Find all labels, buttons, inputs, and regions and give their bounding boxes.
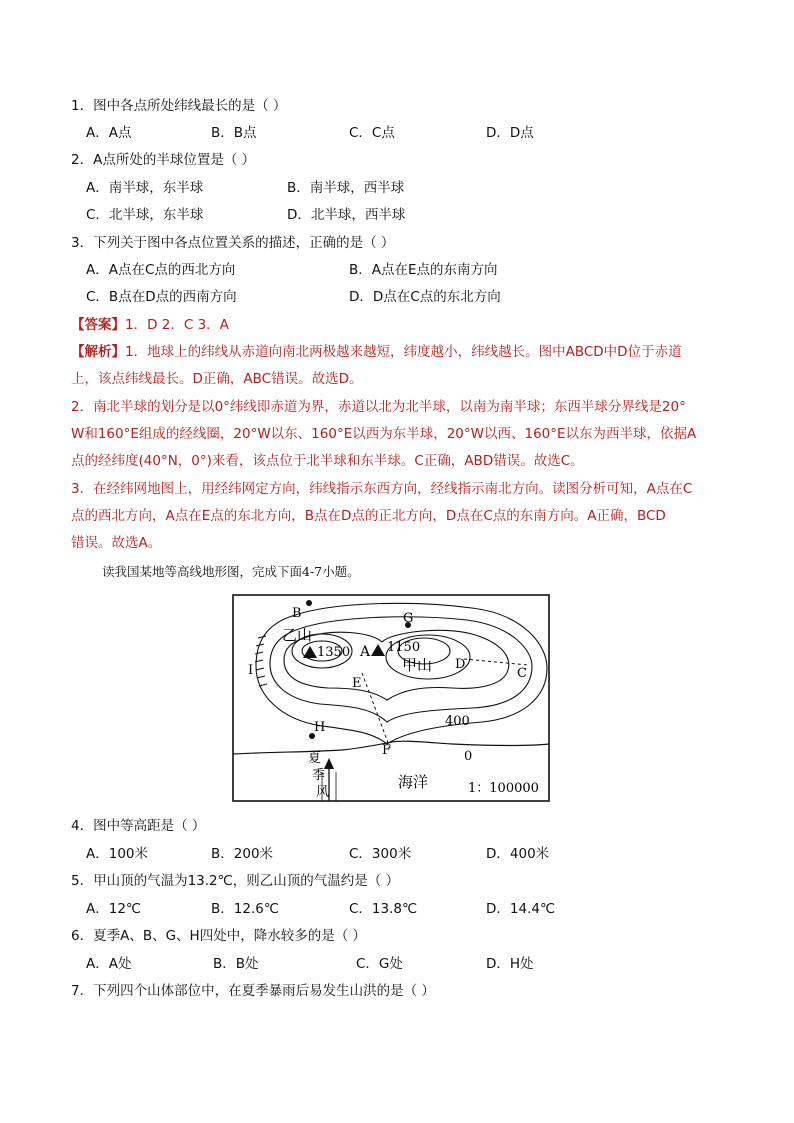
q1-option-c: C．C点	[349, 125, 395, 141]
point-b-dot	[306, 600, 312, 606]
q6-option-a: A．A处	[86, 956, 132, 972]
q5-option-b: B．12.6℃	[211, 901, 279, 917]
q3-option-b: B．A点在E点的东南方向	[349, 262, 498, 278]
label-monsoon-3: 风	[316, 785, 330, 800]
answer-text: 1．D 2．C 3．A	[125, 317, 229, 333]
label-monsoon-2: 季	[312, 768, 326, 783]
label-c: C	[517, 666, 527, 681]
label-g: G	[403, 611, 414, 626]
label-contour-0: 0	[464, 749, 473, 764]
label-b: B	[292, 606, 302, 621]
analysis-text-1: 1．地球上的纬线从赤道向南北两极越来越短，纬度越小，纬线越长。图中ABCD中D位于赤道	[125, 344, 682, 360]
analysis-line-1	[71, 344, 682, 360]
analysis-line-8: 错误。故选A。	[71, 535, 162, 551]
q4-stem: 4．图中等高距是（ ）	[71, 818, 206, 834]
label-e: E	[352, 676, 362, 691]
label-i: I	[248, 663, 254, 678]
q6-stem: 6．夏季A、B、G、H四处中，降水较多的是（ ）	[71, 928, 366, 944]
q2-stem: 2．A点所处的半球位置是（ ）	[71, 152, 256, 168]
q6-option-d: D．H处	[486, 956, 534, 972]
q3-option-d: D．D点在C点的东北方向	[349, 289, 501, 305]
q2-option-d: D．北半球，西半球	[287, 207, 406, 223]
q5-option-c: C．13.8℃	[349, 901, 418, 917]
analysis-tag: 【解析】	[71, 344, 125, 360]
q6-option-b: B．B处	[213, 956, 259, 972]
answer-line	[71, 317, 229, 333]
analysis-line-4: W和160°E组成的经线圈，20°W以东、160°E以西为东半球，20°W以西、160°E以东为西半球，依据A	[71, 426, 697, 442]
contour-map	[232, 594, 550, 802]
label-d: D	[455, 657, 466, 672]
q4-option-a: A．100米	[86, 846, 149, 862]
q7-stem: 7．下列四个山体部位中，在夏季暴雨后易发生山洪的是（ ）	[71, 983, 435, 999]
label-a: A	[360, 644, 371, 660]
q5-option-d: D．14.4℃	[486, 901, 556, 917]
q4-option-b: B．200米	[211, 846, 274, 862]
q1-stem: 1．图中各点所处纬线最长的是（ ）	[71, 98, 287, 114]
q6-option-c: C．G处	[356, 956, 403, 972]
q2-option-c: C．北半球，东半球	[86, 207, 204, 223]
label-1150: 1150	[387, 640, 421, 655]
q1-option-d: D．D点	[486, 125, 534, 141]
answer-tag: 【答案】	[71, 317, 125, 333]
q1-option-a: A．A点	[86, 125, 132, 141]
map-scale: 1：100000	[468, 781, 539, 796]
q3-option-a: A．A点在C点的西北方向	[86, 262, 236, 278]
label-1350: 1350	[317, 645, 351, 660]
analysis-line-3: 2．南北半球的划分是以0°纬线即赤道为界，赤道以北为北半球，以南为南半球；东西半球分界线是20°	[71, 399, 686, 415]
q3-stem: 3．下列关于图中各点位置关系的描述，正确的是（ ）	[71, 235, 395, 251]
q5-stem: 5．甲山顶的气温为13.2℃，则乙山顶的气温约是（ ）	[71, 873, 400, 889]
analysis-line-7: 点的西北方向，A点在E点的东北方向，B点在D点的正北方向，D点在C点的东南方向。A正确，BCD	[71, 508, 666, 524]
analysis-line-2: 上，该点纬线最长。D正确，ABC错误。故选D。	[71, 371, 363, 387]
section-intro: 读我国某地等高线地形图，完成下面4-7小题。	[102, 564, 360, 579]
label-contour-400: 400	[445, 714, 470, 729]
analysis-line-6: 3．在经纬网地图上，用经纬网定方向，纬线指示东西方向，经线指示南北方向。读图分析可知，A点在C	[71, 481, 693, 497]
analysis-line-5: 点的经纬度(40°N，0°)来看，该点位于北半球和东半球。C正确，ABD错误。故选C。	[71, 453, 584, 469]
q2-option-b: B．南半球，西半球	[287, 180, 405, 196]
label-h: H	[314, 720, 326, 735]
label-yishan: 乙山	[282, 626, 313, 644]
label-monsoon-1: 夏	[308, 751, 322, 766]
q1-option-b: B．B点	[211, 125, 257, 141]
q4-option-c: C．300米	[349, 846, 412, 862]
label-jiashan: 甲山	[402, 656, 433, 674]
q4-option-d: D．400米	[486, 846, 550, 862]
label-f: F	[382, 743, 392, 758]
q5-option-a: A．12℃	[86, 901, 142, 917]
q3-option-c: C．B点在D点的西南方向	[86, 289, 237, 305]
q2-option-a: A．南半球，东半球	[86, 180, 204, 196]
label-ocean: 海洋	[398, 773, 429, 791]
